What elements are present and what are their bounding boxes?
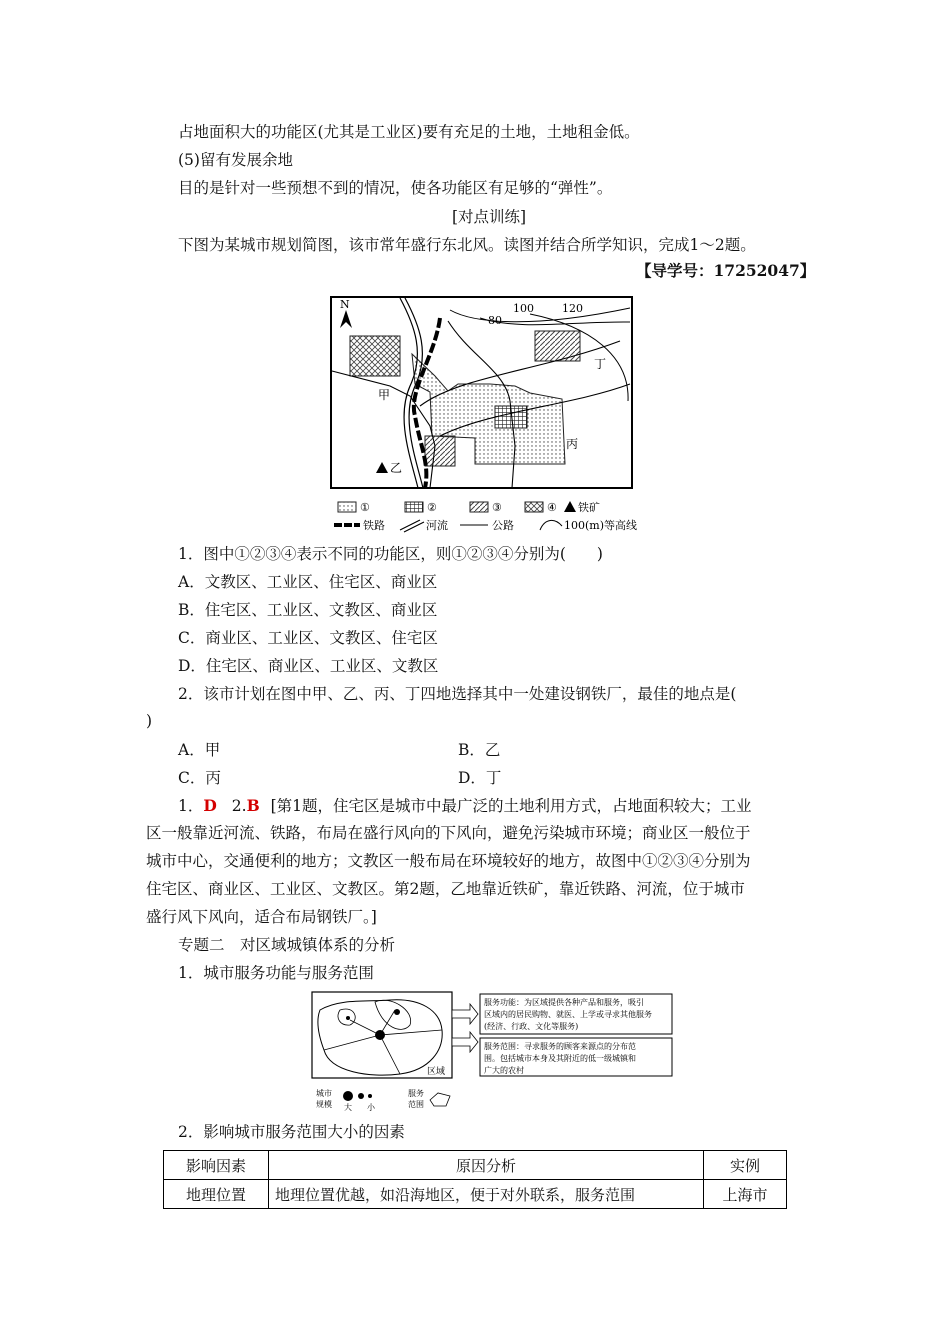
zone-4-area xyxy=(350,336,400,376)
svg-text:铁矿: 铁矿 xyxy=(578,501,600,514)
answer-1: D xyxy=(203,796,217,815)
question-2-stem-cont: ) xyxy=(146,712,153,730)
svg-text:区域内的居民购物、就医、上学或寻求其他服务: 区域内的居民购物、就医、上学或寻求其他服务 xyxy=(484,1010,652,1019)
svg-text:服务功能：为区域提供各种产品和服务，吸引: 服务功能：为区域提供各种产品和服务，吸引 xyxy=(484,998,644,1007)
service-range-diagram xyxy=(310,990,675,1115)
table-cell: 地理位置 xyxy=(164,1180,269,1209)
question-2-option-b[interactable]: B．乙 xyxy=(458,741,501,759)
city-planning-map xyxy=(330,296,665,536)
svg-text:80: 80 xyxy=(488,314,502,327)
table-header: 影响因素 xyxy=(164,1151,269,1180)
svg-text:铁路: 铁路 xyxy=(363,519,385,532)
table-header-row xyxy=(164,1151,787,1180)
paragraph-heading-5: (5)留有发展余地 xyxy=(178,151,293,169)
answer-2: B xyxy=(246,796,260,815)
question-1-option-a[interactable]: A．文教区、工业区、住宅区、商业区 xyxy=(178,573,438,591)
answer-line-2: 区一般靠近河流、铁路，布局在盛行风向的下风向，避免污染城市环境；商业区一般位于 xyxy=(146,824,751,842)
svg-text:围。包括城市本身及其附近的低一级城镇和: 围。包括城市本身及其附近的低一级城镇和 xyxy=(484,1054,636,1063)
svg-text:公路: 公路 xyxy=(492,519,514,532)
table-header: 原因分析 xyxy=(269,1151,704,1180)
question-intro: 下图为某城市规划简图，该市常年盛行东北风。读图并结合所学知识，完成1～2题。 xyxy=(178,236,756,254)
svg-text:③: ③ xyxy=(492,501,502,514)
svg-text:小: 小 xyxy=(367,1103,375,1112)
svg-text:区域: 区域 xyxy=(427,1067,446,1077)
svg-text:丙: 丙 xyxy=(566,437,579,451)
table-header: 实例 xyxy=(704,1151,787,1180)
svg-text:②: ② xyxy=(427,501,437,514)
svg-text:100(m)等高线: 100(m)等高线 xyxy=(564,519,638,532)
svg-text:100: 100 xyxy=(513,302,534,315)
table-cell: 地理位置优越，如沿海地区，便于对外联系，服务范围 xyxy=(269,1180,704,1209)
factor-table xyxy=(163,1150,787,1209)
svg-text:服务: 服务 xyxy=(408,1089,424,1098)
answer-line-1: 1．D 2.B [第1题，住宅区是城市中最广泛的土地利用方式，占地面积较大；工业 xyxy=(178,796,752,815)
svg-text:④: ④ xyxy=(547,501,557,514)
svg-text:规模: 规模 xyxy=(316,1100,332,1109)
question-2-option-c[interactable]: C．丙 xyxy=(178,769,221,787)
svg-text:服务范围：寻求服务的顾客来源点的分布范: 服务范围：寻求服务的顾客来源点的分布范 xyxy=(484,1042,636,1051)
svg-text:甲: 甲 xyxy=(378,388,391,402)
svg-text:N: N xyxy=(340,298,350,311)
question-2-option-a[interactable]: A．甲 xyxy=(178,741,221,759)
question-1-stem: 1．图中①②③④表示不同的功能区，则①②③④分别为( ) xyxy=(178,545,603,563)
answer-line-3: 城市中心，交通便利的地方；文教区一般布局在环境较好的地方，故图中①②③④分别为 xyxy=(146,852,751,870)
zone-3-area xyxy=(425,436,455,466)
table-cell: 上海市 xyxy=(704,1180,787,1209)
svg-text:(经济、行政、文化等服务): (经济、行政、文化等服务) xyxy=(484,1022,579,1031)
question-2-stem: 2．该市计划在图中甲、乙、丙、丁四地选择其中一处建设钢铁厂，最佳的地点是( xyxy=(178,685,737,703)
table-row xyxy=(164,1180,787,1209)
question-1-option-b[interactable]: B．住宅区、工业区、文教区、商业区 xyxy=(178,601,438,619)
svg-text:①: ① xyxy=(360,501,370,514)
section-title: [对点训练] xyxy=(452,208,527,226)
guide-number: 【导学号：17252047】 xyxy=(636,261,816,280)
svg-text:河流: 河流 xyxy=(426,519,448,532)
svg-text:范围: 范围 xyxy=(408,1100,424,1109)
question-1-option-c[interactable]: C．商业区、工业区、文教区、住宅区 xyxy=(178,629,438,647)
paragraph-purpose: 目的是针对一些预想不到的情况，使各功能区有足够的“弹性”。 xyxy=(178,179,613,197)
topic-2-title: 专题二 对区域城镇体系的分析 xyxy=(178,936,396,954)
topic-2-heading-2: 2．影响城市服务范围大小的因素 xyxy=(178,1123,405,1141)
svg-text:广大的农村: 广大的农村 xyxy=(484,1066,524,1075)
svg-text:城市: 城市 xyxy=(316,1089,332,1098)
svg-text:120: 120 xyxy=(562,302,583,315)
question-1-option-d[interactable]: D．住宅区、商业区、工业区、文教区 xyxy=(178,657,439,675)
svg-text:乙: 乙 xyxy=(390,461,403,475)
answer-line-4: 住宅区、商业区、工业区、文教区。第2题，乙地靠近铁矿，靠近铁路、河流，位于城市 xyxy=(146,880,745,898)
svg-text:丁: 丁 xyxy=(594,357,607,371)
question-2-option-d[interactable]: D．丁 xyxy=(458,769,502,787)
paragraph-land: 占地面积大的功能区(尤其是工业区)要有充足的土地，土地租金低。 xyxy=(178,123,640,141)
svg-text:大: 大 xyxy=(344,1103,352,1112)
answer-line-5: 盛行风下风向，适合布局钢铁厂。] xyxy=(146,908,377,926)
topic-2-heading-1: 1．城市服务功能与服务范围 xyxy=(178,964,374,982)
